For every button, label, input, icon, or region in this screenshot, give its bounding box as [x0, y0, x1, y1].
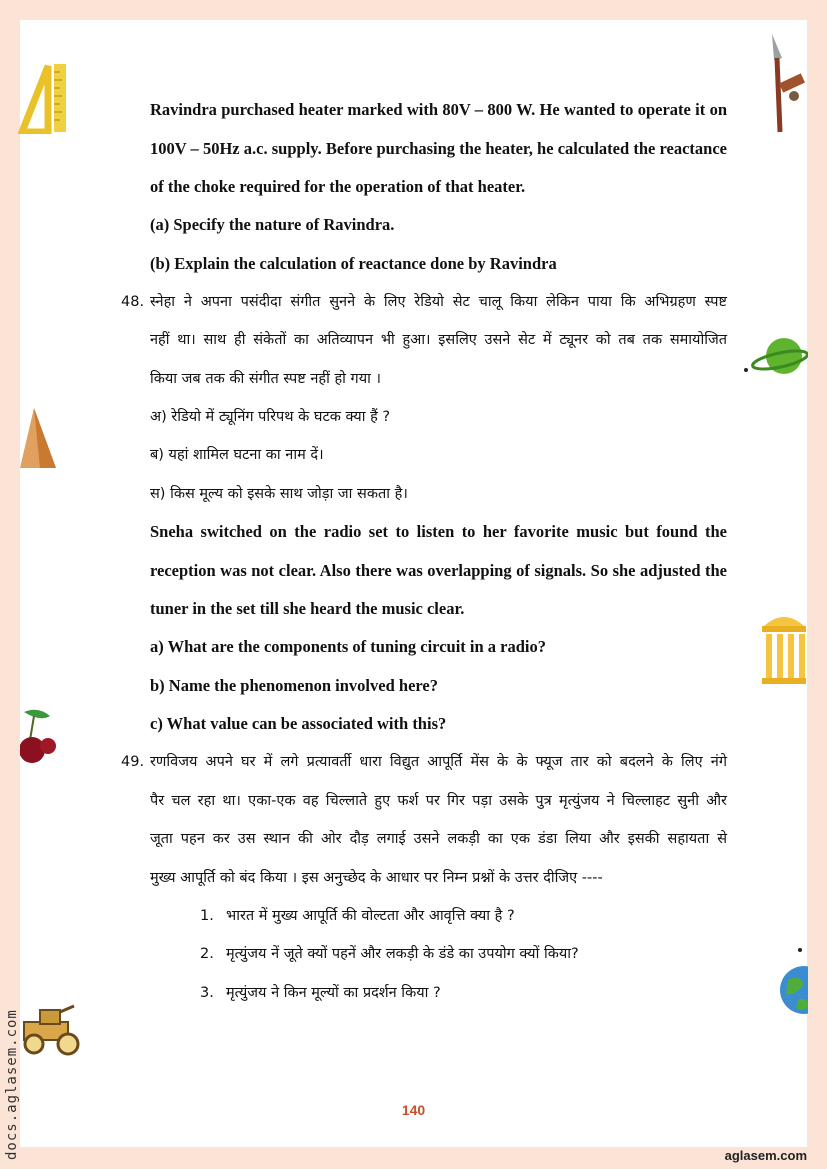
q49-hindi-line-2: पैर चल रहा था। एका-एक वह चिल्लाते हुए फर्श पर गिर पड़ा उसके पुत्र मृत्युंजय ने चिल्लाहट सुनी और	[150, 793, 727, 809]
q48-hindi-line-2: नहीं था। साथ ही संकेतों का अतिव्यापन भी हुआ। इसलिए उसने सेट में ट्यूनर को तब तक समायोजित	[150, 332, 727, 348]
q48-part-a: a) What are the components of tuning circuit in a radio?	[150, 637, 547, 656]
q49-hindi-line-4: मुख्य आपूर्ति को बंद किया । इस अनुच्छेद के आधार पर निम्न प्रश्नों के उत्तर दीजिए ----	[150, 870, 603, 886]
q47-line-3: of the choke required for the operation of that heater.	[150, 177, 526, 196]
q48-english-line-2: reception was not clear. Also there was overlapping of signals. So she adjusted the	[150, 561, 727, 580]
globe-icon	[778, 944, 808, 1018]
q49-item-2-text: मृत्युंजय नें जूते क्यों पहनें और लकड़ी के डंडे का उपयोग क्यों किया?	[226, 946, 579, 962]
pyramid-icon	[20, 408, 58, 470]
q48-part-b: b) Name the phenomenon involved here?	[150, 676, 438, 695]
cherries-icon	[20, 706, 58, 768]
q47-part-b: (b) Explain the calculation of reactance done by Ravindra	[150, 254, 557, 273]
q49-hindi-line-3: जूता पहन कर उस स्थान की ओर दौड़ लगाई उसने लकड़ी का एक डंडा लिया और इसकी सहायता से	[150, 831, 727, 847]
q49-item-3-text: मृत्युंजय ने किन मूल्यों का प्रदर्शन किया ?	[226, 985, 441, 1001]
q48-english-line-1: Sneha switched on the radio set to listen to her favorite music but found the	[150, 522, 727, 541]
vintage-car-icon	[20, 1002, 82, 1058]
q49-item-3-number: 3.	[200, 985, 214, 1001]
q47-line-1: Ravindra purchased heater marked with 80V – 800 W. He wanted to operate it on	[150, 100, 727, 119]
q49-hindi-line-1: रणविजय अपने घर में लगे प्रत्यावर्ती धारा विद्युत आपूर्ति मेंस के के फ्यूज तार को बदलने के लिए नंगे	[150, 754, 727, 770]
watermark-text: docs.aglasem.com	[4, 1009, 20, 1160]
q49-item-1-number: 1.	[200, 908, 214, 924]
q48-hindi-part-a: अ) रेडियो में ट्यूनिंग परिपथ के घटक क्या हैं ?	[150, 409, 391, 425]
planet-icon	[740, 332, 808, 382]
q48-hindi-line-1: स्नेहा ने अपना पसंदीदा संगीत सुनने के लिए रेडियो सेट चालू किया लेकिन पाया कि अभिग्रहण स्पष्ट	[150, 294, 727, 310]
temple-pillars-icon	[760, 608, 808, 686]
q48-hindi-part-b: ब) यहां शामिल घटना का नाम दें।	[150, 447, 324, 463]
spear-tools-icon	[764, 34, 810, 134]
site-name: aglasem.com	[724, 1148, 807, 1163]
q48-hindi-part-c: स) किस मूल्य को इसके साथ जोड़ा जा सकता है।	[150, 486, 408, 502]
q47-line-2: 100V – 50Hz a.c. supply. Before purchasing the heater, he calculated the reactance	[150, 139, 727, 158]
q48-hindi-line-3: किया जब तक की संगीत स्पष्ट नहीं हो गया ।	[150, 371, 381, 387]
q48-english-line-3: tuner in the set till she heard the music clear.	[150, 599, 465, 618]
q49-item-1-text: भारत में मुख्य आपूर्ति की वोल्टता और आवृत्ति क्या है ?	[226, 908, 515, 924]
q48-number: 48.	[121, 294, 145, 310]
q48-part-c: c) What value can be associated with this?	[150, 714, 447, 733]
q49-number: 49.	[121, 754, 145, 770]
q47-part-a: (a) Specify the nature of Ravindra.	[150, 215, 395, 234]
q49-item-2-number: 2.	[200, 946, 214, 962]
ruler-triangle-icon	[18, 62, 68, 134]
page-number: 140	[401, 1102, 426, 1118]
